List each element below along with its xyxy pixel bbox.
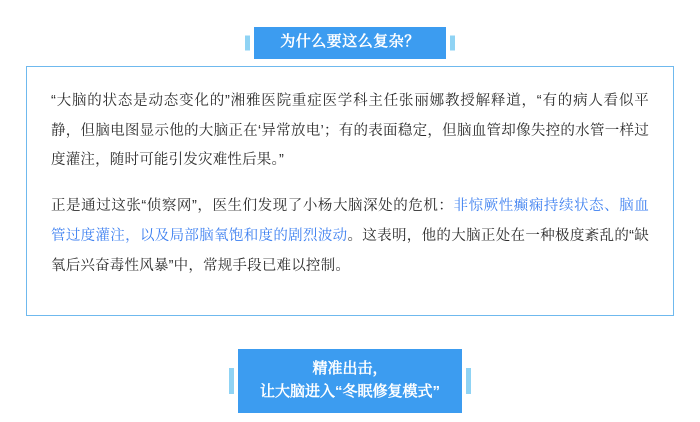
paragraph-2-text-lead: 正是通过这张“侦察网”，医生们发现了小杨大脑深处的危机： [51,198,454,215]
heading-banner [254,27,446,59]
paragraph-2-text-tail: 。这表明，他的大脑正处在一种极度紊乱的“缺氧后兴奋毒性风暴”中，常规手段已难以控制。 [51,227,649,274]
footer-banner [238,349,462,413]
footer-line-2: 让大脑进入“冬眠修复模式” [259,383,440,401]
paragraph-quote [51,87,649,176]
paragraph-1-text: “大脑的状态是动态变化的”湘雅医院重症医学科主任张丽娜教授解释道，“有的病人看似平静，但脑电图显示他的大脑正在‘异常放电’；有的表面稳定，但脑血管却像失控的水管一样过度灌注，随时可能引发灾难性后果。” [51,93,649,169]
section-footer [0,349,700,413]
heading-title: 为什么要这么复杂？ [280,33,420,50]
footer-left-tick-icon [229,368,234,394]
paragraph-2-text-highlight: 非惊厥性癫痫持续状态、脑血管过度灌注，以及局部脑氧饱和度的剧烈波动 [51,198,649,244]
footer-right-tick-icon [466,368,471,394]
content-box [26,66,674,316]
heading-right-tick-icon [450,35,455,50]
paragraph-findings [51,192,649,281]
heading-left-tick-icon [245,35,250,50]
section-heading [0,27,700,59]
footer-line-1: 精准出击， [312,360,388,377]
